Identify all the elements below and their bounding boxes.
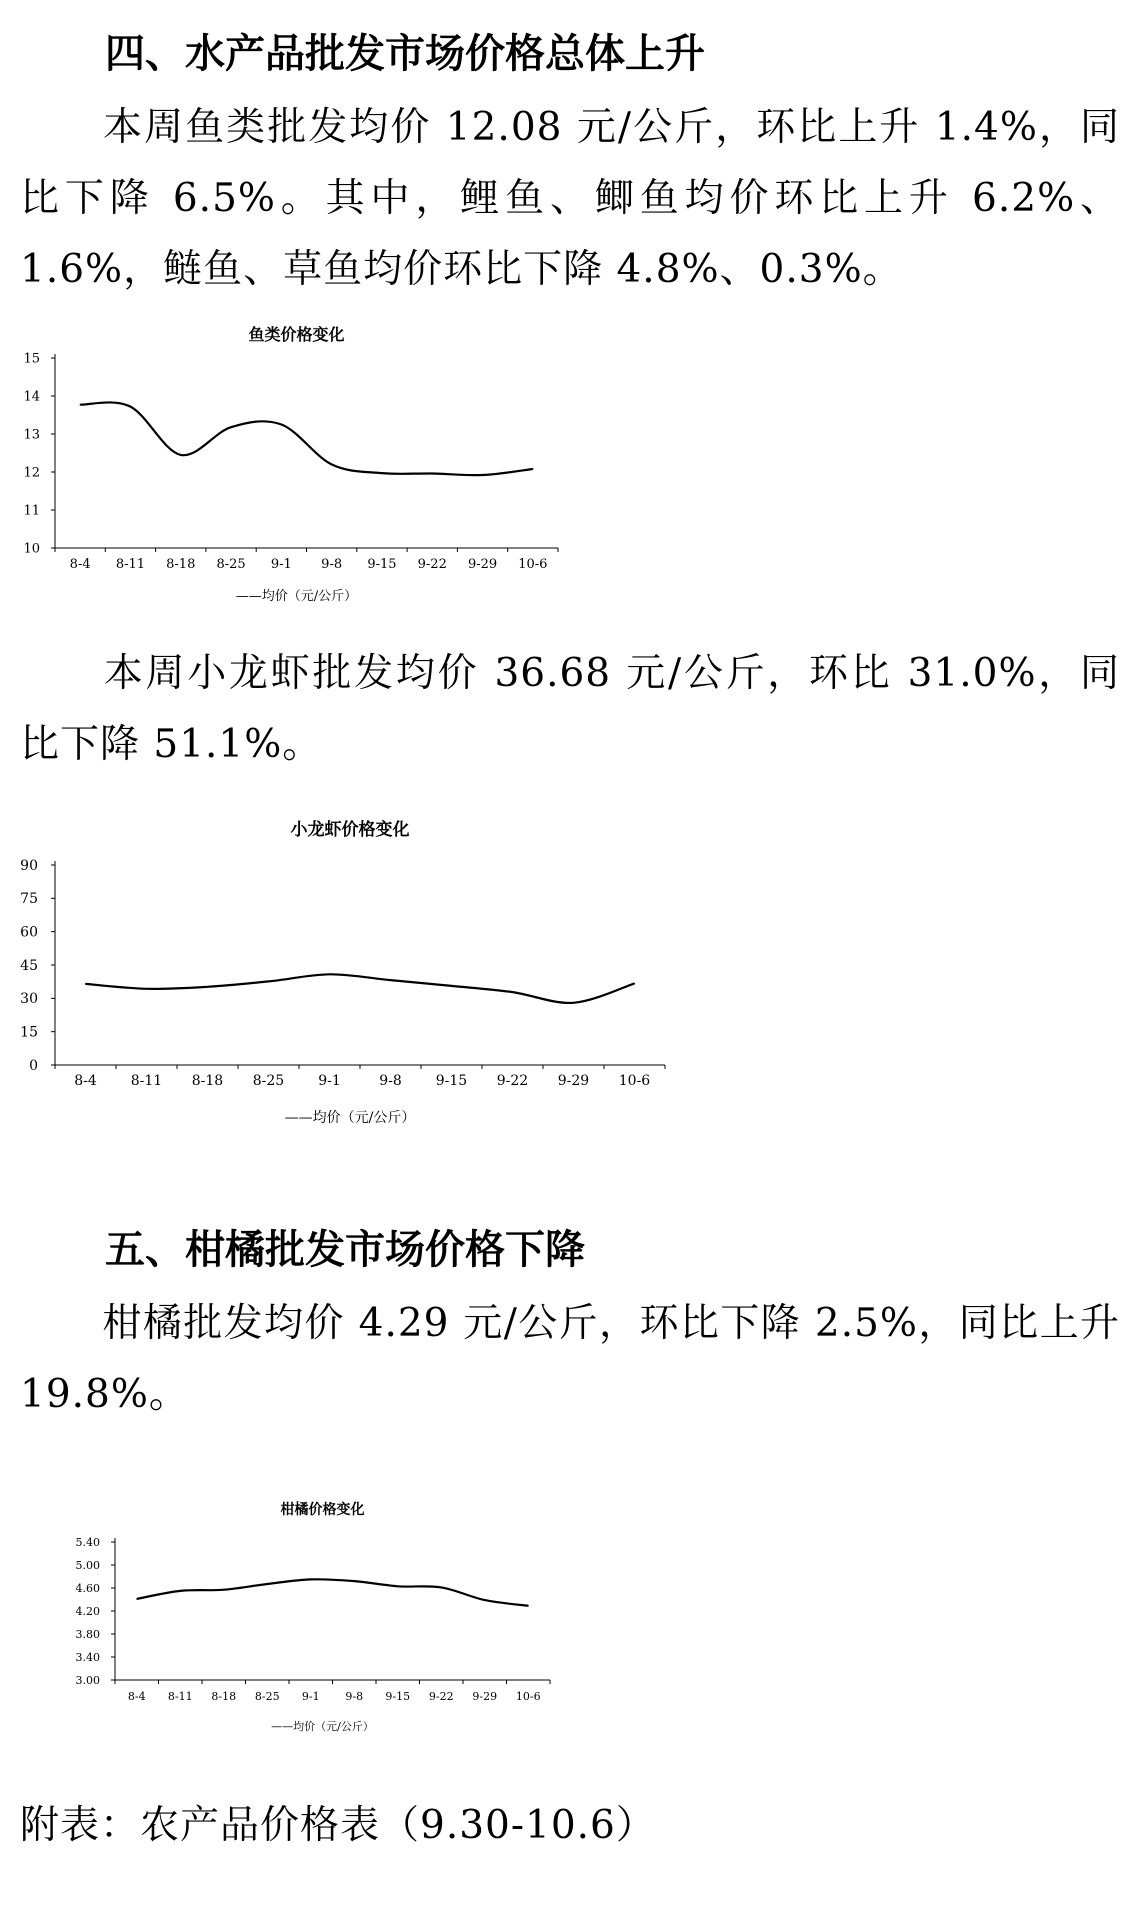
x-tick-label: 9-8 [345, 1690, 364, 1703]
x-tick-label: 9-22 [417, 557, 447, 572]
data-point [354, 1581, 355, 1582]
data-point [482, 474, 483, 475]
appendix-caption: 附表：农产品价格表（9.30-10.6） [20, 1803, 656, 1848]
data-point [136, 1598, 137, 1599]
y-tick-label: 5.40 [75, 1535, 100, 1549]
data-point [230, 427, 231, 428]
x-tick-label: 8-11 [130, 1073, 163, 1089]
data-point [146, 988, 147, 989]
data-point [484, 1599, 485, 1600]
x-tick-label: 9-29 [467, 557, 498, 572]
y-tick-label: 0 [29, 1057, 38, 1074]
y-tick-label: 3.80 [75, 1627, 100, 1641]
x-tick-label: 10-6 [618, 1073, 651, 1089]
section-5-heading: 五、柑橘批发市场价格下降 [105, 1227, 585, 1273]
x-tick-label: 8-11 [167, 1690, 193, 1703]
legend-entry: ——均价（元/公斤） [284, 1110, 416, 1126]
x-tick-label: 9-1 [301, 1690, 320, 1703]
data-point [329, 974, 330, 975]
data-point [532, 468, 533, 469]
data-point [528, 1605, 529, 1606]
section-4-fish-paragraph: 本周鱼类批发均价 12.08 元/公斤，环比上升 1.4%，同比下降 6.5%。其中，鲤鱼、鲫鱼均价环比上升 6.2%、1.6%，鲢鱼、草鱼均价环比下降 4.8%、0.3%。 [20, 105, 1120, 292]
x-tick-label: 8-18 [211, 1690, 237, 1703]
x-tick-label: 9-15 [435, 1073, 468, 1089]
x-tick-label: 8-25 [216, 557, 246, 572]
y-tick-label: 15 [23, 351, 40, 367]
data-point [331, 464, 332, 465]
data-point [397, 1586, 398, 1587]
y-tick-label: 90 [20, 857, 38, 874]
data-point [441, 1587, 442, 1588]
x-tick-label: 9-29 [557, 1073, 590, 1089]
x-tick-label: 9-29 [472, 1690, 498, 1703]
data-point [310, 1579, 311, 1580]
x-tick-label: 8-25 [252, 1073, 285, 1089]
x-tick-label: 8-18 [191, 1073, 224, 1089]
chart-title: 小龙虾价格变化 [290, 820, 410, 840]
chart-title: 柑橘价格变化 [280, 1502, 365, 1518]
y-tick-label: 15 [20, 1024, 38, 1041]
crayfish-price-chart [0, 815, 680, 1126]
y-tick-label: 30 [20, 991, 38, 1008]
section-4-heading: 四、水产品批发市场价格总体上升 [105, 31, 705, 77]
x-tick-label: 9-1 [270, 557, 292, 572]
x-tick-label: 8-4 [74, 1073, 97, 1089]
y-tick-label: 60 [20, 924, 38, 941]
y-tick-label: 14 [23, 389, 40, 405]
y-tick-label: 3.40 [75, 1650, 100, 1664]
y-tick-label: 75 [20, 891, 38, 908]
data-point [281, 424, 282, 425]
data-point [267, 1583, 268, 1584]
x-tick-label: 9-1 [318, 1073, 341, 1089]
data-point [451, 985, 452, 986]
y-tick-label: 3.00 [75, 1673, 100, 1687]
y-tick-label: 4.60 [75, 1581, 100, 1595]
x-tick-label: 9-22 [496, 1073, 529, 1089]
data-point [381, 473, 382, 474]
data-point [223, 1589, 224, 1590]
x-tick-label: 10-6 [518, 557, 548, 572]
data-point [432, 473, 433, 474]
legend-entry: ——均价（元/公斤） [271, 1720, 374, 1733]
data-point [180, 454, 181, 455]
fish-price-chart [0, 318, 560, 618]
x-tick-label: 9-8 [379, 1073, 402, 1089]
x-tick-label: 9-15 [367, 557, 397, 572]
x-tick-label: 8-25 [254, 1690, 280, 1703]
data-point [85, 983, 86, 984]
data-point [268, 981, 269, 982]
y-tick-label: 5.00 [75, 1558, 100, 1572]
data-point [130, 406, 131, 407]
legend-entry: ——均价（元/公斤） [235, 589, 358, 604]
x-tick-label: 8-4 [69, 557, 91, 572]
citrus-price-chart [0, 1490, 560, 1750]
y-tick-label: 4.20 [75, 1604, 100, 1618]
x-tick-label: 8-18 [166, 557, 196, 572]
x-tick-label: 8-4 [127, 1690, 146, 1703]
series-line [86, 974, 635, 1003]
data-point [180, 1590, 181, 1591]
x-tick-label: 8-11 [115, 557, 146, 572]
series-line [137, 1579, 529, 1606]
data-point [512, 992, 513, 993]
x-tick-label: 9-8 [321, 557, 343, 572]
data-point [573, 1002, 574, 1003]
section-4-crayfish-paragraph: 本周小龙虾批发均价 36.68 元/公斤，环比 31.0%，同比下降 51.1%。 [20, 651, 1120, 767]
y-tick-label: 12 [23, 465, 40, 481]
x-tick-label: 10-6 [515, 1690, 541, 1703]
y-tick-label: 11 [23, 503, 40, 519]
y-tick-label: 45 [20, 957, 38, 974]
series-line [80, 402, 533, 475]
chart-title: 鱼类价格变化 [248, 325, 345, 344]
data-point [634, 983, 635, 984]
data-point [207, 986, 208, 987]
data-point [390, 980, 391, 981]
x-tick-label: 9-22 [428, 1690, 454, 1703]
section-5-citrus-paragraph: 柑橘批发均价 4.29 元/公斤，环比下降 2.5%，同比上升 19.8%。 [20, 1301, 1120, 1417]
x-tick-label: 9-15 [385, 1690, 411, 1703]
y-tick-label: 10 [23, 541, 40, 557]
data-point [80, 404, 81, 405]
y-tick-label: 13 [23, 427, 40, 443]
